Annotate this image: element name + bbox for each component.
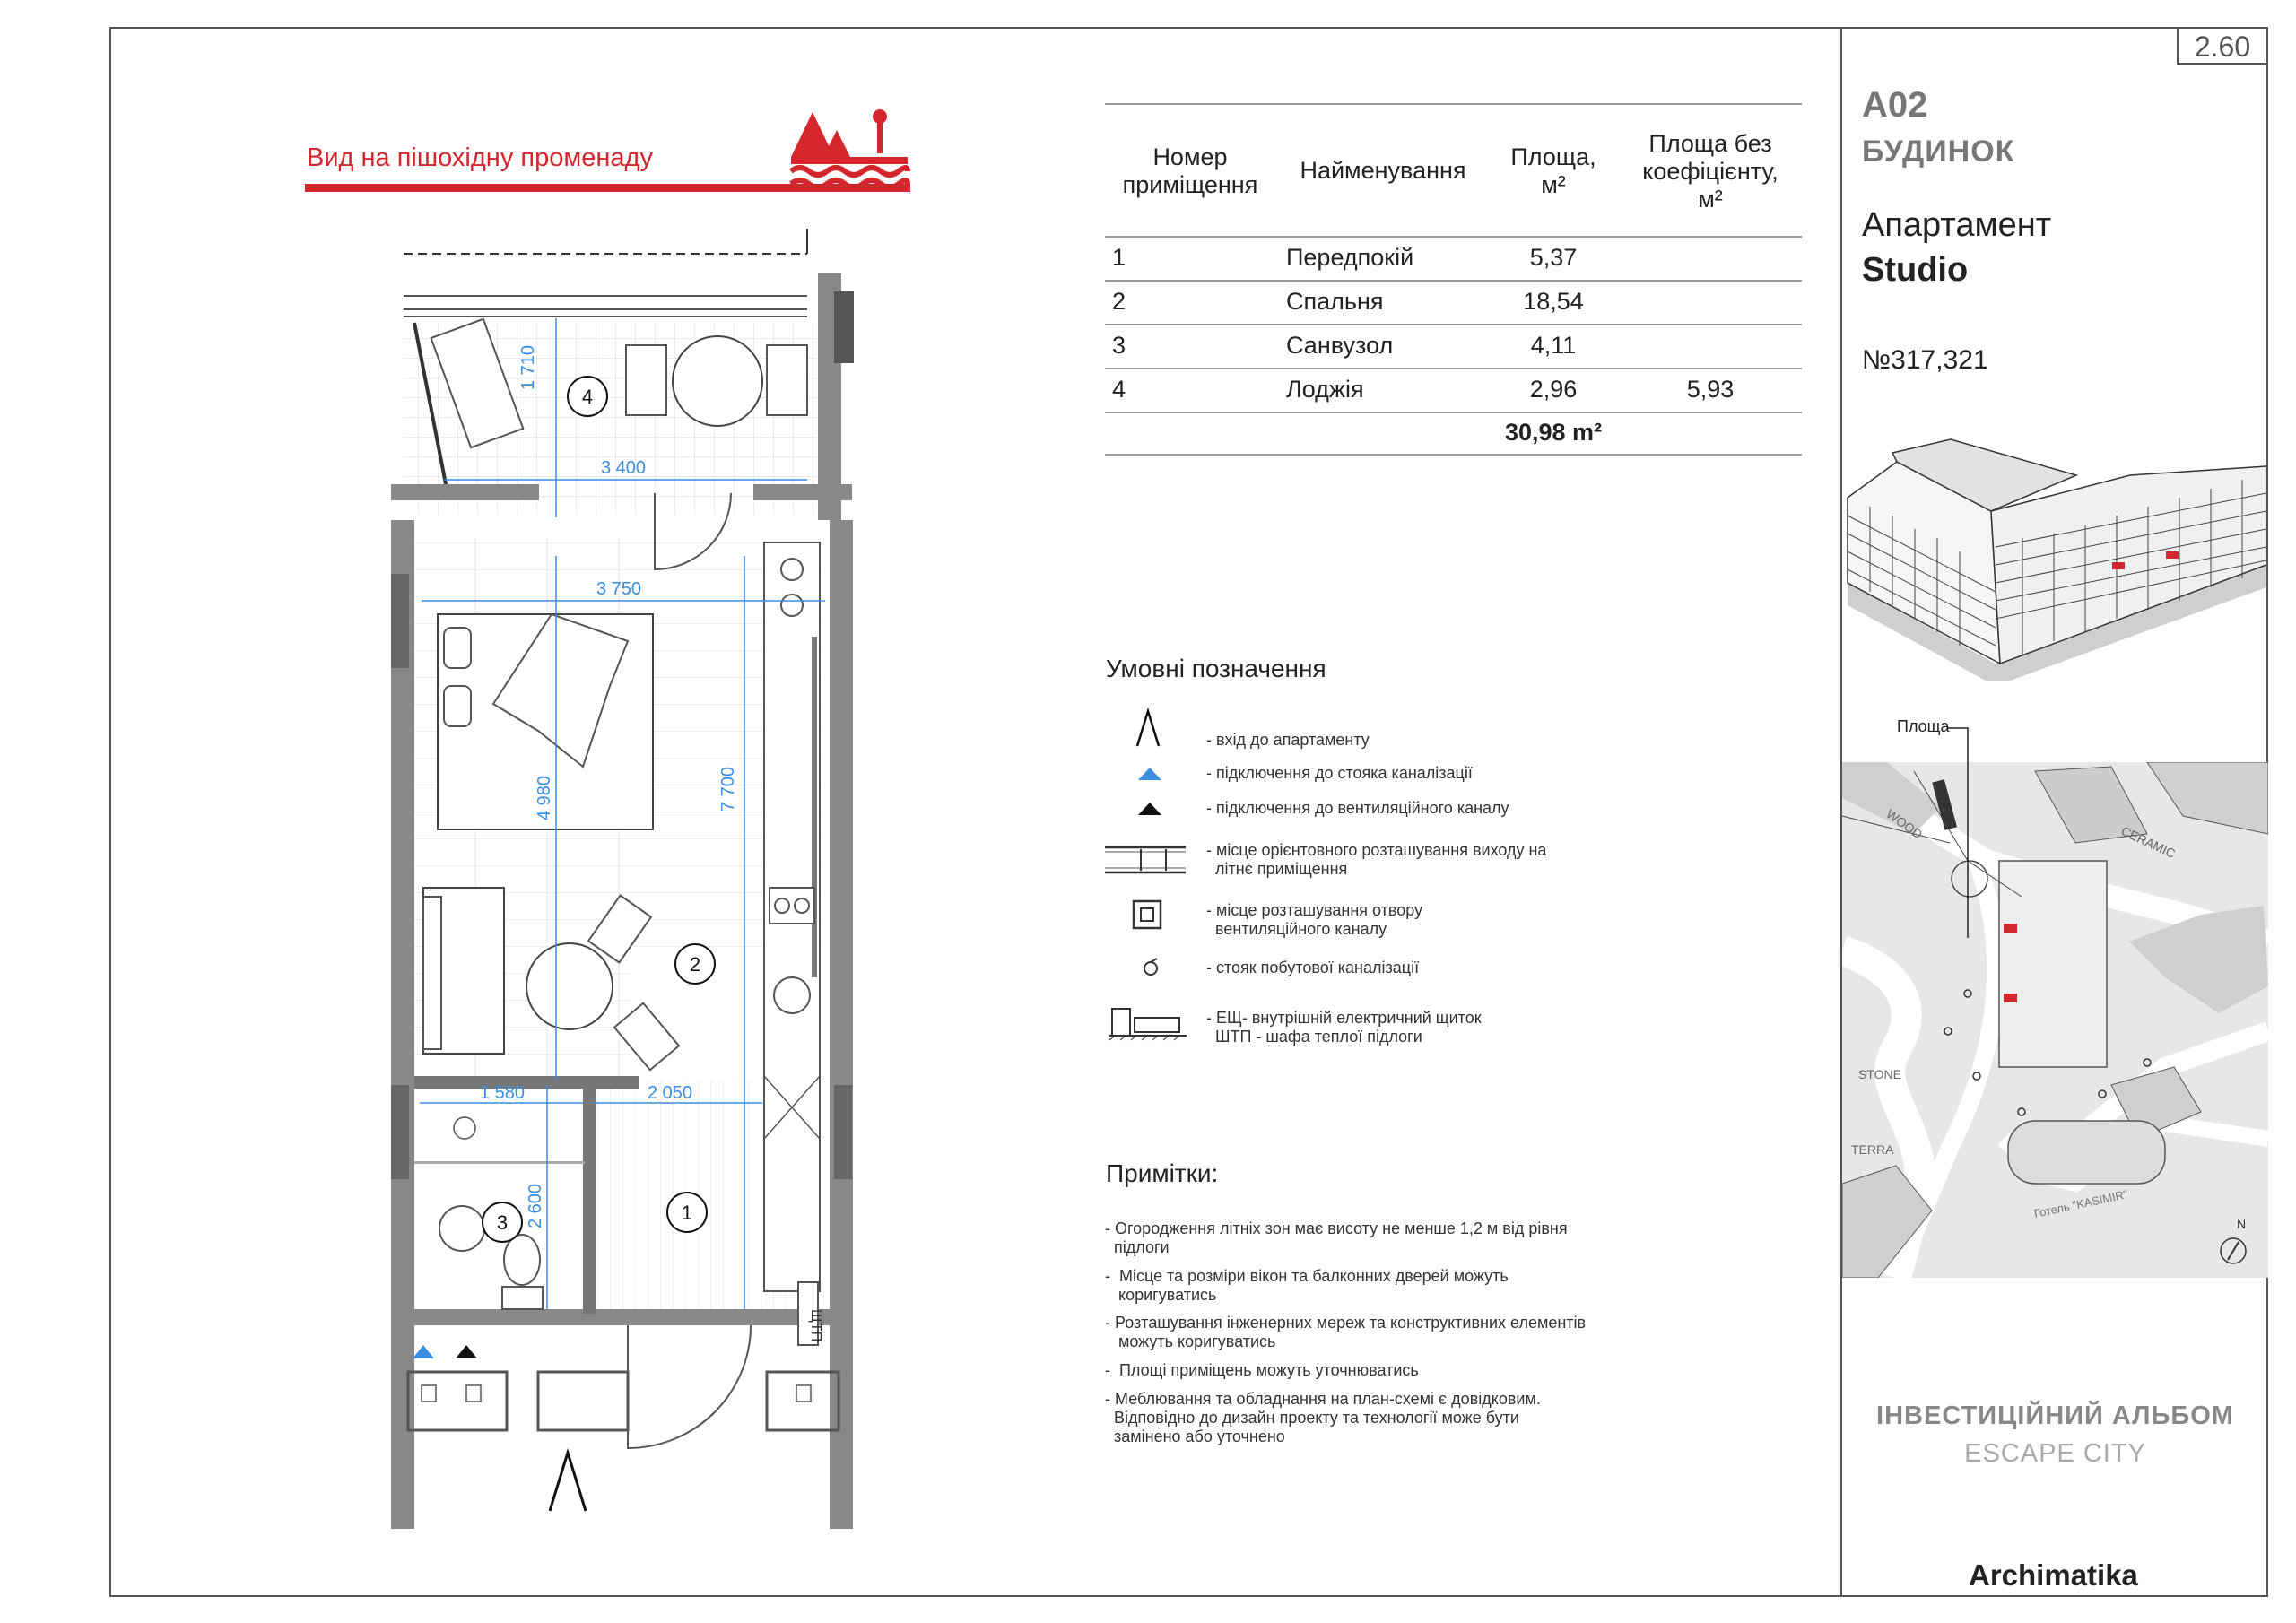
note-item: - Місце та розміри вікон та балконних дверей можуть коригуватись xyxy=(1105,1267,1509,1304)
legend-item-text: - підключення до вентиляційного каналу xyxy=(1206,799,1509,817)
site-map xyxy=(1842,762,2268,1278)
dimension-label: 3 400 xyxy=(601,458,647,478)
room-number: 1 xyxy=(681,1202,693,1224)
table-header-area-no-coef: Площа без коефіцієнту, м² xyxy=(1642,130,1779,213)
table-cell: 18,54 xyxy=(1523,288,1584,315)
dimension-label: 1 580 xyxy=(480,1083,526,1103)
view-label: Вид на пішохідну променаду xyxy=(307,143,653,172)
square-pointer xyxy=(1948,723,1984,938)
album-subtitle: ESCAPE CITY xyxy=(1964,1439,2146,1468)
apartment-word: Апартамент xyxy=(1862,206,2052,244)
room-number: 3 xyxy=(496,1211,509,1234)
note-item: - Площі приміщень можуть уточнюватись xyxy=(1105,1361,1419,1379)
notes-title: Примітки: xyxy=(1106,1159,1219,1187)
legend-item-text: - вхід до апартаменту xyxy=(1206,731,1370,749)
legend xyxy=(1103,708,1641,1049)
black-triangle-icon xyxy=(1137,802,1162,816)
sewer-riser-icon xyxy=(1141,957,1161,976)
table-cell: 1 xyxy=(1112,244,1126,271)
apartment-numbers: №317,321 xyxy=(1862,345,1988,375)
vent-opening-icon xyxy=(1132,899,1162,930)
north-label: N xyxy=(2237,1217,2247,1231)
floor-plan xyxy=(359,220,897,1529)
table-cell: Передпокій xyxy=(1286,244,1414,271)
legend-item-text: - місце орієнтовного розташування виходу на літнє приміщення xyxy=(1206,841,1547,878)
table-header-name: Найменування xyxy=(1300,157,1466,184)
table-total: 30,98 m² xyxy=(1504,419,1603,446)
legend-item-text: - ЕЩ- внутрішній електричний щиток ШТП - шафа теплої підлоги xyxy=(1206,1009,1482,1046)
table-cell: 2 xyxy=(1112,288,1126,315)
note-item: - Меблювання та обладнання на план-схемі є довідковим. Відповідно до дизайн проекту та технології може бути замінено або уточнено xyxy=(1105,1390,1541,1445)
legend-item-text: - стояк побутової каналізації xyxy=(1206,959,1420,976)
page-number: 2.60 xyxy=(2177,27,2268,65)
brand-logo: Archimatika xyxy=(1969,1558,2138,1592)
room-number: 4 xyxy=(581,386,594,408)
note-item: - Розташування інженерних мереж та конструктивних елементів можуть коригуватись xyxy=(1105,1314,1587,1350)
street-label: CERAMIC xyxy=(2118,823,2179,862)
table-cell: 3 xyxy=(1112,332,1126,359)
entrance-arrow-icon xyxy=(550,1453,586,1511)
legend-title: Умовні позначення xyxy=(1106,655,1326,682)
table-header-number: Номер приміщення xyxy=(1122,143,1258,198)
building-render xyxy=(1843,430,2266,681)
table-cell: Спальня xyxy=(1286,288,1384,315)
square-label: Площа xyxy=(1897,717,1950,735)
street-label: STONE xyxy=(1858,1067,1901,1081)
panel-label: ЩТП xyxy=(808,1309,823,1342)
street-label: WOOD xyxy=(1883,806,1926,842)
hotel-label: Готель "KASIMIR" xyxy=(2032,1187,2129,1220)
legend-item-text: - підключення до стояка каналізації xyxy=(1206,764,1473,782)
table-cell: Лоджія xyxy=(1286,376,1364,403)
table-cell: Санвузол xyxy=(1286,332,1394,359)
dimension-label: 4 980 xyxy=(535,775,554,820)
table-cell: 4 xyxy=(1112,376,1126,403)
entrance-arrow-icon xyxy=(1135,708,1161,749)
blue-triangle-icon xyxy=(1137,767,1162,781)
apartment-type: Studio xyxy=(1862,251,1969,289)
note-item: - Огородження літніх зон має висоту не менше 1,2 м від рівня підлоги xyxy=(1105,1219,1568,1256)
building-word: БУДИНОК xyxy=(1862,135,2015,169)
summer-exit-icon xyxy=(1103,838,1188,879)
building-code: А02 xyxy=(1862,85,1928,125)
table-cell: 4,11 xyxy=(1530,332,1577,359)
table-cell: 5,93 xyxy=(1686,376,1735,403)
street-label: TERRA xyxy=(1851,1142,1894,1157)
table-header-area: Площа, м² xyxy=(1510,143,1596,198)
dimension-label: 2 050 xyxy=(648,1083,693,1103)
dimension-label: 2 600 xyxy=(526,1183,545,1228)
room-number: 2 xyxy=(689,953,701,976)
promenade-logo-icon xyxy=(787,103,913,193)
dimension-label: 7 700 xyxy=(718,766,738,812)
electric-panel-icon xyxy=(1108,1000,1188,1045)
dimension-label: 3 750 xyxy=(596,579,642,599)
legend-item-text: - місце розташування отвору вентиляційного каналу xyxy=(1206,901,1423,938)
table-cell: 2,96 xyxy=(1529,376,1578,403)
album-title: ІНВЕСТИЦІЙНИЙ АЛЬБОМ xyxy=(1876,1402,2234,1430)
dimension-label: 1 710 xyxy=(518,344,538,390)
table-cell: 5,37 xyxy=(1529,244,1578,271)
